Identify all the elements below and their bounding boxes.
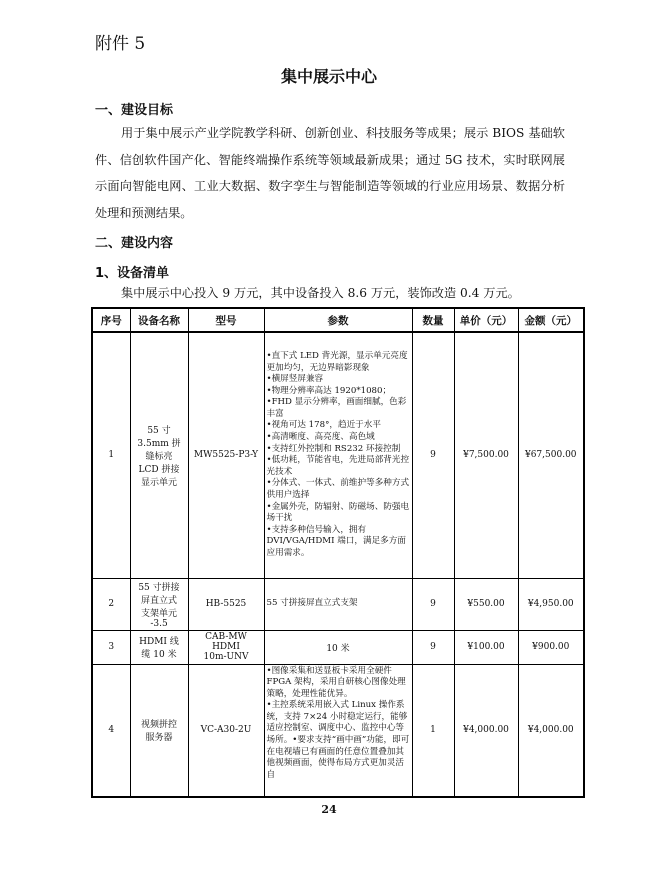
cell-qty: 9 (412, 332, 454, 578)
cell-qty: 1 (412, 664, 454, 797)
equipment-list-heading: 1、设备清单 (95, 266, 170, 281)
cell-model: HB-5525 (188, 578, 264, 630)
section2-heading: 二、建设内容 (95, 236, 174, 251)
header-qty: 数量 (412, 308, 454, 332)
section1-paragraph: 用于集中展示产业学院教学科研、创新创业、科技服务等成果；展示 BIOS 基础软件、信创软件国产化、智能终端操作系统等领域最新成果；通过 5G 技术，实时联网展示面向智能电网、工业大数据、数字孪生与智能制造等领域的行业应用场景、数据分析处理和预测结果。 (95, 126, 565, 220)
cell-amount: ¥67,500.00 (518, 332, 584, 578)
cell-name: 视频拼控 服务器 (130, 664, 188, 797)
header-name: 设备名称 (130, 308, 188, 332)
cell-name: 55 寸拼接 屏直立式 支架单元 -3.5 (130, 578, 188, 630)
investment-summary: 集中展示中心投入 9 万元，其中设备投入 8.6 万元，装饰改造 0.4 万元。 (121, 286, 520, 300)
param-line: •金属外壳，防辐射、防磁场、防强电场干扰 (266, 501, 410, 524)
cell-no: 3 (92, 630, 130, 664)
param-line: •高清晰度、高亮度、高色域 (266, 432, 375, 443)
table-row (92, 664, 584, 797)
header-price: 单价（元） (454, 308, 518, 332)
param-line: •物理分辨率高达 1920*1080； (266, 385, 392, 396)
cell-name: 55 寸 3.5mm 拼 缝标亮 LCD 拼接 显示单元 (130, 332, 188, 578)
cell-no: 2 (92, 578, 130, 630)
header-model: 型号 (188, 308, 264, 332)
cell-model: VC-A30-2U (188, 664, 264, 797)
cell-no: 1 (92, 332, 130, 578)
param-line: •横屏竖屏兼容 (266, 374, 324, 385)
cell-model: MW5525-P3-Y (188, 332, 264, 578)
cell-params (264, 664, 412, 797)
cell-params: 10 米 (264, 630, 412, 664)
cell-no: 4 (92, 664, 130, 797)
param-line: •分体式、一体式、前维护等多种方式供用户选择 (266, 478, 410, 501)
cell-amount: ¥900.00 (518, 630, 584, 664)
attachment-label: 附件 5 (95, 34, 146, 54)
param-line: •低功耗，节能省电，先进局部背光控光技术 (266, 455, 410, 477)
param-line: •视角可达 178°，趋近于水平 (266, 420, 381, 431)
section1-heading: 一、建设目标 (95, 103, 174, 118)
cell-params (264, 578, 412, 630)
cell-price: ¥550.00 (454, 578, 518, 630)
table-row (92, 578, 584, 630)
cell-amount: ¥4,000.00 (518, 664, 584, 797)
header-amount: 金额（元） (518, 308, 584, 332)
cell-qty: 9 (412, 578, 454, 630)
param-line: •FHD 显示分辨率，画面细腻，色彩丰富 (266, 397, 407, 419)
cell-price: ¥100.00 (454, 630, 518, 664)
cell-params (264, 332, 412, 578)
param-line: •直下式 LED 背光源，显示单元亮度更加均匀，无边界暗影现象 (266, 350, 408, 373)
param-line: •支持多种信号输入，拥有 DVI/VGA/HDMI 端口，满足多方面应用需求。 (266, 524, 406, 558)
page-number: 24 (321, 803, 337, 816)
param-line: •支持红外控制和 RS232 环接控制 (266, 443, 401, 454)
param-line: 55 寸拼接屏直立式支架 (266, 598, 358, 609)
table-row (92, 332, 584, 578)
table-header-row (92, 308, 584, 332)
cell-amount: ¥4,950.00 (518, 578, 584, 630)
cell-model: CAB-MW HDMI 10m-UNV (188, 630, 264, 664)
table-row (92, 630, 584, 664)
header-no: 序号 (92, 308, 130, 332)
equipment-table (91, 307, 585, 798)
header-params: 参数 (264, 308, 412, 332)
param-line: •图像采集和送显板卡采用全硬件 FPGA 架构，采用自研核心图像处理策略，处理性能优异。 (266, 665, 406, 699)
param-line: •主控系统采用嵌入式 Linux 操作系统，支持 7×24 小时稳定运行，能够适应控制室、调度中心、监控中心等场所。•要求支持“画中画”功能，即可在电视墙已有画面的任意位置叠加其他视频画面，使得布局方式更加灵活自 (266, 700, 410, 780)
cell-qty: 9 (412, 630, 454, 664)
page-title: 集中展示中心 (280, 67, 377, 86)
cell-name: HDMI 线 缆 10 米 (130, 630, 188, 664)
cell-price: ¥4,000.00 (454, 664, 518, 797)
cell-price: ¥7,500.00 (454, 332, 518, 578)
